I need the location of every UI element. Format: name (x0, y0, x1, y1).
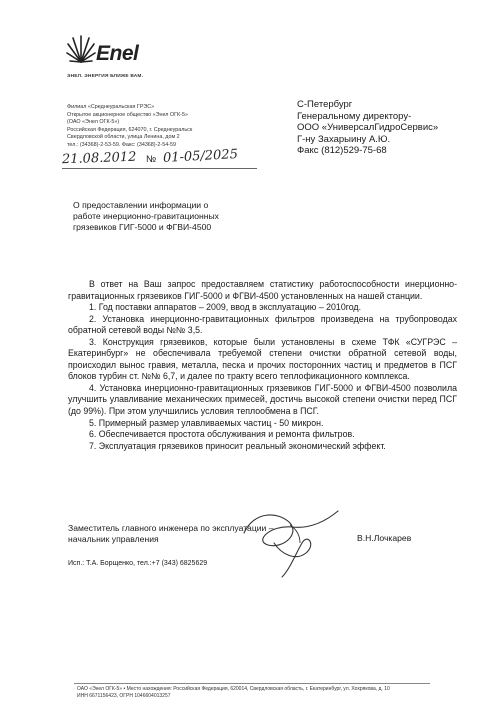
registration-number-label: № (146, 154, 157, 165)
body-paragraph: 3. Конструкция грязевиков, которые были установлены в схеме ТФК «СУГРЭС – Екатеринбург» не обеспечивала требуемой степени очистки обратной сетевой воды, происходил вынос гравия, металла, песка и прочих посторонних частиц и предметов в ПСГ блоков турбин ст. №№ 6,7, и далее по тракту всего теплофикационного комплекса. (68, 336, 457, 382)
sender-address-block (67, 104, 257, 150)
letter-subject (73, 200, 219, 233)
body-paragraph: 6. Обеспечивается простота обслуживания и ремонта фильтров. (89, 429, 355, 440)
registration-underline (62, 168, 257, 169)
body-paragraph: 1. Год поставки аппаратов – 2009, ввод в эксплуатацию – 2010год. (89, 302, 362, 313)
body-paragraph: 7. Эксплуатация грязевиков приносит реальный экономический эффект. (89, 440, 386, 451)
signatory-name: В.Н.Лочкарев (357, 533, 412, 543)
letter-body (68, 279, 457, 452)
sender-line: (ОАО «Энел ОГК-5») (67, 119, 120, 126)
subject-line: О предоставлении информации о (73, 200, 209, 210)
recipient-block (297, 99, 438, 157)
footer-company-details (77, 686, 390, 700)
enel-logo-icon (66, 32, 96, 70)
signatory-title-line: начальник управления (68, 534, 159, 545)
recipient-line: С-Петербург (297, 99, 353, 110)
recipient-line: Факс (812)529-75-68 (297, 145, 387, 157)
logo-tagline: ЭНЕЛ. ЭНЕРГИЯ БЛИЖЕ ВАМ. (67, 74, 144, 79)
signatory-title-line: Заместитель главного инженера по эксплуатации – (68, 523, 274, 533)
registration-number: 01-05/2025 (162, 147, 239, 166)
subject-line: работе инерционно-гравитационных (73, 211, 219, 221)
body-paragraph: В ответ на Ваш запрос предоставляем статистику работоспособности инерционно-гравитационных грязевиков ГИГ-5000 и ФГВИ-4500 установленных на нашей станции. (68, 279, 457, 301)
body-paragraph: 2. Установка инерционно-гравитационных фильтров произведена на трубопроводах обратной сетевой воды №№ 3,5. (68, 313, 457, 336)
sender-line: Открытое акционерное общество «Энел ОГК-5» (67, 111, 188, 118)
recipient-line: Генеральному директору- (297, 110, 412, 122)
subject-line: грязевиков ГИГ-5000 и ФГВИ-4500 (73, 222, 212, 232)
sender-line: тел.: (34368)-2-53-59. Факс: (34368)-2-54-59 (67, 141, 176, 148)
body-paragraph: 4. Установка инерционно-гравитационных грязевиков ГИГ-5000 и ФГВИ-4500 позволила улучшить улавливание механических примесей, достичь высокой степени очистки перед ПСГ (до 99%). При этом улучшились условия теплообмена в ПСГ. (68, 382, 457, 417)
executor-contact: Исп.: Т.А. Борщенко, тел.:+7 (343) 6825629 (68, 560, 208, 567)
footer-divider (74, 683, 430, 684)
logo-wordmark: Enel (96, 42, 139, 65)
sender-line: Российская Федерация, 624070, г. Среднеуральск (67, 126, 193, 133)
footer-line: ИНН 6671156423, ОГРН 1046604013257 (77, 693, 171, 700)
registration-date: 21.08.2012 (61, 149, 137, 168)
recipient-line: ООО «УниверсалГидроСервис» (297, 122, 439, 134)
sender-line: Свердловской области, улица Ленина, дом 2 (67, 134, 180, 141)
body-paragraph: 5. Примерный размер улавливаемых частиц - 50 микрон. (89, 417, 324, 428)
handwritten-signature (230, 503, 350, 583)
footer-line: ОАО «Энел ОГК-5» • Место нахождения: Российская Федерация, 620014, Свердловская область, г. Екатеринбург, ул. Хохрякова, д. 10 (77, 686, 390, 692)
recipient-line: Г-ну Захарыину А.Ю. (297, 133, 391, 145)
sender-line: Филиал «Среднеуральская ГРЭС» (67, 104, 155, 110)
